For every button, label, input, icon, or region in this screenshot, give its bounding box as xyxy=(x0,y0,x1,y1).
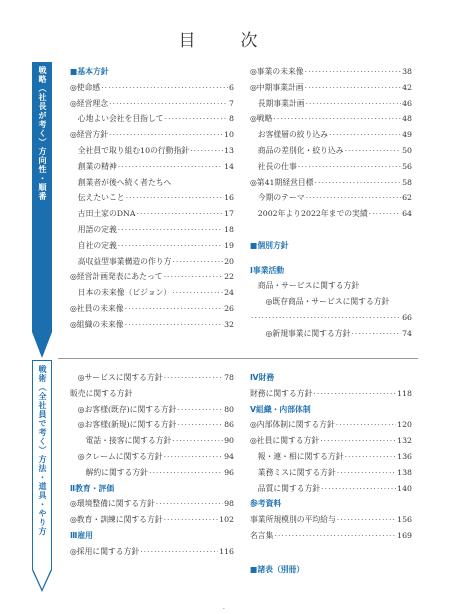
toc-entry-title: 創業の精神 xyxy=(70,161,117,171)
toc-entry-title: ◎新規事業に関する方針 xyxy=(250,328,351,338)
toc-entry[interactable] xyxy=(250,449,412,465)
leader-dots xyxy=(149,465,223,481)
leader-dots xyxy=(118,222,223,238)
leader-dots xyxy=(125,317,223,333)
toc-entry-page: 116 xyxy=(219,546,234,556)
toc-entry[interactable] xyxy=(70,80,234,96)
toc-entry-title: ◎採用に関する方針 xyxy=(70,546,140,556)
toc-entry-page: 16 xyxy=(224,193,234,203)
toc-entry-title: ◎戦略 xyxy=(250,114,273,124)
leader-dots xyxy=(164,370,224,386)
toc-entry[interactable] xyxy=(250,206,412,222)
toc-entry-title: ◎社員の未来像 xyxy=(70,303,124,313)
leader-dots xyxy=(369,206,401,222)
toc-entry-page: 22 xyxy=(224,272,234,282)
toc-entry-page: 49 xyxy=(402,130,412,140)
toc-entry-title: ◎サービスに関する方針 xyxy=(70,373,163,382)
toc-entry[interactable] xyxy=(250,64,412,80)
toc-entry-title: ◎中期事業計画 xyxy=(250,82,304,92)
leader-dots xyxy=(109,127,223,143)
toc-entry[interactable] xyxy=(70,301,234,317)
toc-entry-page: 58 xyxy=(402,177,412,187)
leader-dots xyxy=(125,301,223,317)
toc-entry-title: 今期のテーマ xyxy=(250,193,305,203)
toc-entry[interactable] xyxy=(250,96,412,112)
leader-dots xyxy=(337,512,396,528)
toc-entry-title: ◎事業の未来像 xyxy=(250,67,304,76)
leader-dots xyxy=(306,190,402,206)
leader-dots xyxy=(298,159,401,175)
toc-entry-page: 14 xyxy=(224,161,234,171)
section-divider xyxy=(58,358,418,359)
toc-entry-title: 心地よい会社を目指して xyxy=(70,114,164,124)
leader-dots xyxy=(140,544,218,560)
toc-entry-page: 136 xyxy=(397,451,412,461)
leader-dots xyxy=(172,254,223,270)
toc-entry-page: 32 xyxy=(224,319,234,329)
toc-entry-title: 用語の定義 xyxy=(70,224,117,234)
toc-entry-title: 社長の仕事 xyxy=(250,161,297,171)
toc-entry-page: 74 xyxy=(402,328,412,338)
toc-entry[interactable] xyxy=(70,127,234,143)
toc-top-right xyxy=(250,64,412,342)
toc-entry[interactable] xyxy=(250,417,412,433)
toc-entry-title: ◎経営理念 xyxy=(70,98,108,108)
toc-entry-page: 7 xyxy=(229,98,234,108)
toc-entry-title: 名言集 xyxy=(250,530,274,540)
toc-entry-page: 90 xyxy=(224,436,234,446)
toc-entry[interactable] xyxy=(70,159,234,175)
subsection-heading: Ⅲ雇用 xyxy=(70,530,93,540)
toc-entry[interactable] xyxy=(70,254,234,270)
subsection-heading: Ⅰ事業活動 xyxy=(250,265,285,275)
toc-entry[interactable] xyxy=(250,159,412,175)
leader-dots xyxy=(164,269,224,285)
toc-entry-page: 8 xyxy=(229,114,234,124)
toc-entry-title: ◎経営方針 xyxy=(70,130,108,140)
toc-entry-page: 50 xyxy=(402,145,412,155)
toc-entry[interactable] xyxy=(70,465,234,481)
sidebar-strategy-arrow xyxy=(32,332,52,358)
sidebar-tactics-label: 戦術（全社員で考く）方法・道具・やり方 xyxy=(38,365,47,536)
leader-dots xyxy=(126,190,224,206)
toc-entry[interactable] xyxy=(250,326,412,342)
leader-dots xyxy=(118,238,223,254)
page-footer-mark: · xyxy=(223,606,225,613)
toc-entry-title: 古田土家のDNA xyxy=(70,209,136,219)
sidebar-tactics-arrow-inner xyxy=(33,569,51,589)
toc-entry[interactable] xyxy=(250,528,412,544)
toc-entry-page: 17 xyxy=(224,209,234,219)
toc-entry[interactable] xyxy=(70,111,234,127)
toc-entry-title: ◎クレームに関する方針 xyxy=(70,451,163,461)
toc-entry-title: 販売に関する方針 xyxy=(70,388,133,398)
toc-entry-page: 13 xyxy=(224,145,234,155)
toc-entry-title: 自社の定義 xyxy=(70,240,117,250)
toc-entry-page: 56 xyxy=(402,161,412,171)
toc-entry[interactable] xyxy=(70,386,234,402)
toc-entry-page: 102 xyxy=(219,515,234,525)
toc-top-left xyxy=(70,64,234,333)
toc-entry-title: ◎お客様(既存)に関する方針 xyxy=(70,404,177,414)
toc-entry-title: 報・連・相に関する方針 xyxy=(250,451,344,461)
toc-entry-page: 48 xyxy=(402,114,412,124)
toc-entry-page: 78 xyxy=(224,373,234,382)
toc-entry[interactable] xyxy=(70,512,234,528)
toc-entry[interactable] xyxy=(250,465,412,481)
leader-dots xyxy=(137,206,224,222)
toc-entry[interactable] xyxy=(250,433,412,449)
toc-entry-page: 24 xyxy=(224,288,234,298)
toc-entry-title: 創業者が後へ続く者たちへ xyxy=(70,177,172,187)
toc-entry-title: ◎お客様(新規)に関する方針 xyxy=(70,420,177,430)
section-heading: ■諸表（別冊） xyxy=(250,564,305,574)
subsection-heading: Ⅳ財務 xyxy=(250,373,275,382)
toc-entry-page: 140 xyxy=(397,483,412,493)
leader-dots xyxy=(190,143,223,159)
toc-entry-page: 156 xyxy=(397,515,412,525)
toc-entry[interactable] xyxy=(70,238,234,254)
toc-entry-page: 86 xyxy=(224,420,234,430)
toc-entry-page: 120 xyxy=(397,420,412,430)
leader-dots xyxy=(305,64,401,80)
leader-dots xyxy=(164,449,224,465)
subsection-heading: 参考資料 xyxy=(250,499,282,509)
toc-entry-page: 169 xyxy=(397,530,412,540)
leader-dots xyxy=(320,433,396,449)
toc-entry-title: 伝えたいこと xyxy=(70,193,125,203)
leader-dots xyxy=(109,96,228,112)
leader-dots xyxy=(177,417,223,433)
toc-entry-title: 高収益型事業構造の作り方 xyxy=(70,256,172,266)
toc-entry[interactable] xyxy=(70,402,234,418)
toc-entry[interactable] xyxy=(250,310,412,326)
toc-entry-page: 138 xyxy=(397,467,412,477)
toc-entry[interactable] xyxy=(70,143,234,159)
toc-entry[interactable] xyxy=(70,206,234,222)
leader-dots xyxy=(118,159,223,175)
leader-dots xyxy=(177,402,223,418)
section-heading: ■個別方針 xyxy=(250,240,289,250)
toc-entry[interactable] xyxy=(70,449,234,465)
toc-entry[interactable] xyxy=(70,370,234,386)
toc-entry-page: 38 xyxy=(402,67,412,76)
leader-dots xyxy=(164,512,219,528)
toc-entry[interactable] xyxy=(70,496,234,512)
leader-dots xyxy=(305,80,401,96)
toc-entry[interactable] xyxy=(250,278,412,294)
leader-dots xyxy=(313,386,396,402)
toc-entry-title: ◎教育・訓練に関する方針 xyxy=(70,515,163,525)
leader-dots xyxy=(274,528,396,544)
toc-entry-page: 6 xyxy=(229,82,234,92)
leader-dots xyxy=(251,310,401,326)
toc-entry-title: ◎第41期経営目標 xyxy=(250,177,314,187)
toc-entry[interactable] xyxy=(250,190,412,206)
toc-entry[interactable] xyxy=(70,269,234,285)
toc-entry-title: 業務ミスに関する方針 xyxy=(250,467,336,477)
toc-entry[interactable] xyxy=(250,386,412,402)
toc-entry[interactable] xyxy=(250,111,412,127)
leader-dots xyxy=(172,433,223,449)
toc-entry[interactable] xyxy=(70,190,234,206)
toc-entry-page: 64 xyxy=(402,209,412,219)
leader-dots xyxy=(345,449,397,465)
toc-entry-title: ◎社員に関する方針 xyxy=(250,436,320,446)
subsection-heading: Ⅱ教育・評価 xyxy=(70,483,115,493)
toc-entry-page: 94 xyxy=(224,451,234,461)
toc-entry-page: 20 xyxy=(224,256,234,266)
toc-entry-title: 全社員で取り組む10の行動指針 xyxy=(70,145,190,155)
toc-entry-title: 長期事業計画 xyxy=(250,98,305,108)
toc-entry[interactable] xyxy=(70,317,234,333)
toc-entry-page: 42 xyxy=(402,82,412,92)
toc-entry-page: 26 xyxy=(224,303,234,313)
toc-entry-title: ◎経営計画発表にあたって xyxy=(70,272,163,282)
leader-dots xyxy=(345,143,402,159)
toc-entry-page: 66 xyxy=(402,312,412,322)
toc-entry-title: 事業所規模別の平均給与 xyxy=(250,515,336,525)
subsection-heading: Ⅴ組織・内部体制 xyxy=(250,404,311,414)
toc-entry-page: 80 xyxy=(224,404,234,414)
toc-entry[interactable] xyxy=(70,96,234,112)
toc-entry-title: 財務に関する方針 xyxy=(250,388,313,398)
toc-entry-page: 10 xyxy=(224,130,234,140)
toc-entry[interactable] xyxy=(70,433,234,449)
leader-dots xyxy=(337,465,396,481)
toc-entry-title: ◎組織の未来像 xyxy=(70,319,124,329)
toc-entry-title: ◎内部体制に関する方針 xyxy=(250,420,335,430)
leader-dots xyxy=(165,111,228,127)
toc-entry-page: 132 xyxy=(397,436,412,446)
toc-entry[interactable] xyxy=(250,143,412,159)
leader-dots xyxy=(156,496,223,512)
toc-bottom-right xyxy=(250,370,412,578)
toc-entry[interactable] xyxy=(250,80,412,96)
toc-entry[interactable] xyxy=(250,512,412,528)
leader-dots xyxy=(329,127,401,143)
toc-entry-page: 18 xyxy=(224,224,234,234)
toc-entry-title: ◎既存商品・サービスに関する方針 xyxy=(250,297,390,307)
leader-dots xyxy=(101,80,228,96)
section-heading: ■基本方針 xyxy=(70,67,109,76)
page-title: 目 次 xyxy=(178,31,272,51)
toc-entry-title: 2002年より2022年までの実績 xyxy=(250,209,368,219)
toc-entry[interactable] xyxy=(250,294,412,310)
leader-dots xyxy=(315,175,402,191)
sidebar-strategy-label: 戦略（社長が考く）方向性・順番 xyxy=(38,66,47,201)
toc-entry-title: 商品の差別化・絞り込み xyxy=(250,145,344,155)
toc-entry[interactable] xyxy=(70,285,234,301)
toc-entry-title: お客様層の絞り込み xyxy=(250,130,328,140)
toc-entry[interactable] xyxy=(250,127,412,143)
toc-entry-page: 98 xyxy=(224,499,234,509)
toc-entry-title: 品質に関する方針 xyxy=(250,483,321,493)
toc-bottom-left xyxy=(70,370,234,560)
toc-entry-page: 19 xyxy=(224,240,234,250)
toc-entry-page: 96 xyxy=(224,467,234,477)
toc-entry-title: 解約に関する方針 xyxy=(70,467,148,477)
leader-dots xyxy=(273,111,401,127)
leader-dots xyxy=(351,326,401,342)
leader-dots xyxy=(336,417,396,433)
leader-dots xyxy=(321,481,396,497)
toc-entry-title: ◎使命感 xyxy=(70,82,101,92)
toc-entry[interactable] xyxy=(70,417,234,433)
toc-entry[interactable] xyxy=(250,175,412,191)
leader-dots xyxy=(172,285,223,301)
toc-entry-title: 電話・接客に関する方針 xyxy=(70,436,172,446)
toc-entry-page: 118 xyxy=(397,388,412,398)
toc-entry-title: 日本の未来像（ビジョン） xyxy=(70,288,172,298)
toc-entry[interactable] xyxy=(250,481,412,497)
toc-entry-page: 46 xyxy=(402,98,412,108)
toc-entry-title: 商品・サービスに関する方針 xyxy=(250,281,360,291)
toc-entry[interactable] xyxy=(70,544,234,560)
toc-entry-page: 62 xyxy=(402,193,412,203)
leader-dots xyxy=(306,96,402,112)
toc-entry[interactable] xyxy=(70,222,234,238)
toc-entry-title: ◎環境整備に関する方針 xyxy=(70,499,155,509)
toc-entry[interactable] xyxy=(70,175,234,191)
